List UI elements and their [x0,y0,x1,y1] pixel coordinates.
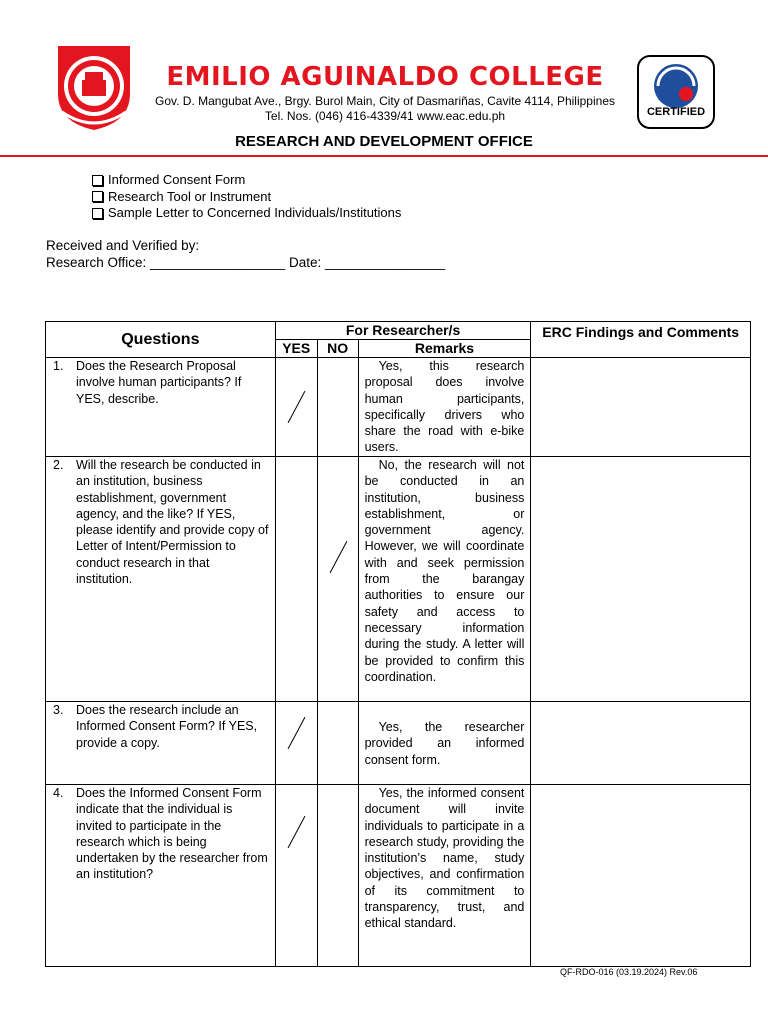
table-row [46,358,751,457]
no-cell[interactable] [317,457,358,702]
ethics-checklist-table [45,321,751,967]
no-cell[interactable] [317,785,358,967]
remarks-cell: Yes, the informed consent document will invite individuals to participate in a research study, providing the institution’s name, study objectives, and confirmation of its commitment to transparency, trust, and ethical standard. [358,785,531,967]
erc-comment-cell[interactable] [531,702,751,785]
checklist-item[interactable] [92,189,401,206]
question-text: Will the research be conducted in an institution, business establishment, government agency, and the like? If YES, please identify and provide copy of Letter of Intent/Permission to conduct research in that institution. [76,458,269,587]
research-office-date-line: Research Office: __________________ Date: ________________ [46,254,446,270]
remarks-header: Remarks [358,340,531,358]
iso-certified-badge [636,54,716,130]
checkmark-icon [329,541,347,573]
question-number: 4. [53,786,64,800]
yes-cell[interactable] [275,785,317,967]
checkbox-icon[interactable] [92,175,103,186]
remarks-cell: No, the research will not be conducted in an institution, business establishment, or government agency. However, we will coordinate with and seek permission from the barangay authorities to ensure our safety and access to necessary information during the study. A letter will be provided to confirm this coordination. [358,457,531,702]
yes-header: YES [275,340,317,358]
checkbox-icon[interactable] [92,208,103,219]
question-cell [46,457,276,702]
checkmark-icon [288,717,306,749]
checkmark-icon [288,391,306,423]
form-code-footer: QF-RDO-016 (03.19.2024) Rev.06 [560,967,698,977]
attachment-checklist [92,172,401,222]
question-cell [46,785,276,967]
erc-comment-cell[interactable] [531,358,751,457]
questions-header: Questions [46,322,276,358]
received-verified-block [46,238,445,271]
checklist-item-label: Sample Letter to Concerned Individuals/Institutions [108,205,402,220]
yes-cell[interactable] [275,702,317,785]
question-number: 3. [53,703,64,717]
erc-comment-cell[interactable] [531,457,751,702]
erc-comment-cell[interactable] [531,785,751,967]
yes-cell[interactable] [275,358,317,457]
yes-cell[interactable] [275,457,317,702]
college-contact: Tel. Nos. (046) 416-4339/41 www.eac.edu.ph [264,109,506,123]
erc-findings-header: ERC Findings and Comments [531,322,751,358]
college-name: EMILIO AGUINALDO COLLEGE [166,62,604,92]
question-text: Does the research include an Informed Consent Form? If YES, provide a copy. [76,703,258,750]
question-cell [46,702,276,785]
received-by-label: Received and Verified by: [46,238,200,253]
college-seal-logo [52,42,136,132]
college-address: Gov. D. Mangubat Ave., Brgy. Burol Main, City of Dasmariñas, Cavite 4114, Philippines [155,94,615,108]
question-number: 2. [53,458,64,472]
no-header: NO [317,340,358,358]
checklist-item[interactable] [92,205,401,222]
question-cell [46,358,276,457]
table-row [46,702,751,785]
researcher-group-header: For Researcher/s [275,322,531,340]
question-text: Does the Informed Consent Form indicate that the individual is invited to participate in the research which is being undertaken by the researcher from an institution? [76,786,268,882]
checklist-item[interactable] [92,172,401,189]
checklist-item-label: Research Tool or Instrument [108,188,272,204]
checkmark-icon [288,815,306,847]
question-number: 1. [53,359,64,373]
no-cell[interactable] [317,358,358,457]
no-cell[interactable] [317,702,358,785]
table-row [46,785,751,967]
checklist-item-label: Informed Consent Form [108,172,246,187]
certified-label: CERTIFIED [646,106,706,118]
remarks-cell: Yes, the researcher provided an informed consent form. [358,702,531,785]
header-divider [0,155,768,157]
office-title: RESEARCH AND DEVELOPMENT OFFICE [235,133,533,150]
question-text: Does the Research Proposal involve human participants? If YES, describe. [76,359,242,406]
checkbox-icon[interactable] [92,191,103,202]
table-row [46,457,751,702]
certified-badge-icon [636,54,716,130]
remarks-cell: Yes, this research proposal does involve human participants, specifically drivers who share the road with e-bike users. [358,358,531,457]
